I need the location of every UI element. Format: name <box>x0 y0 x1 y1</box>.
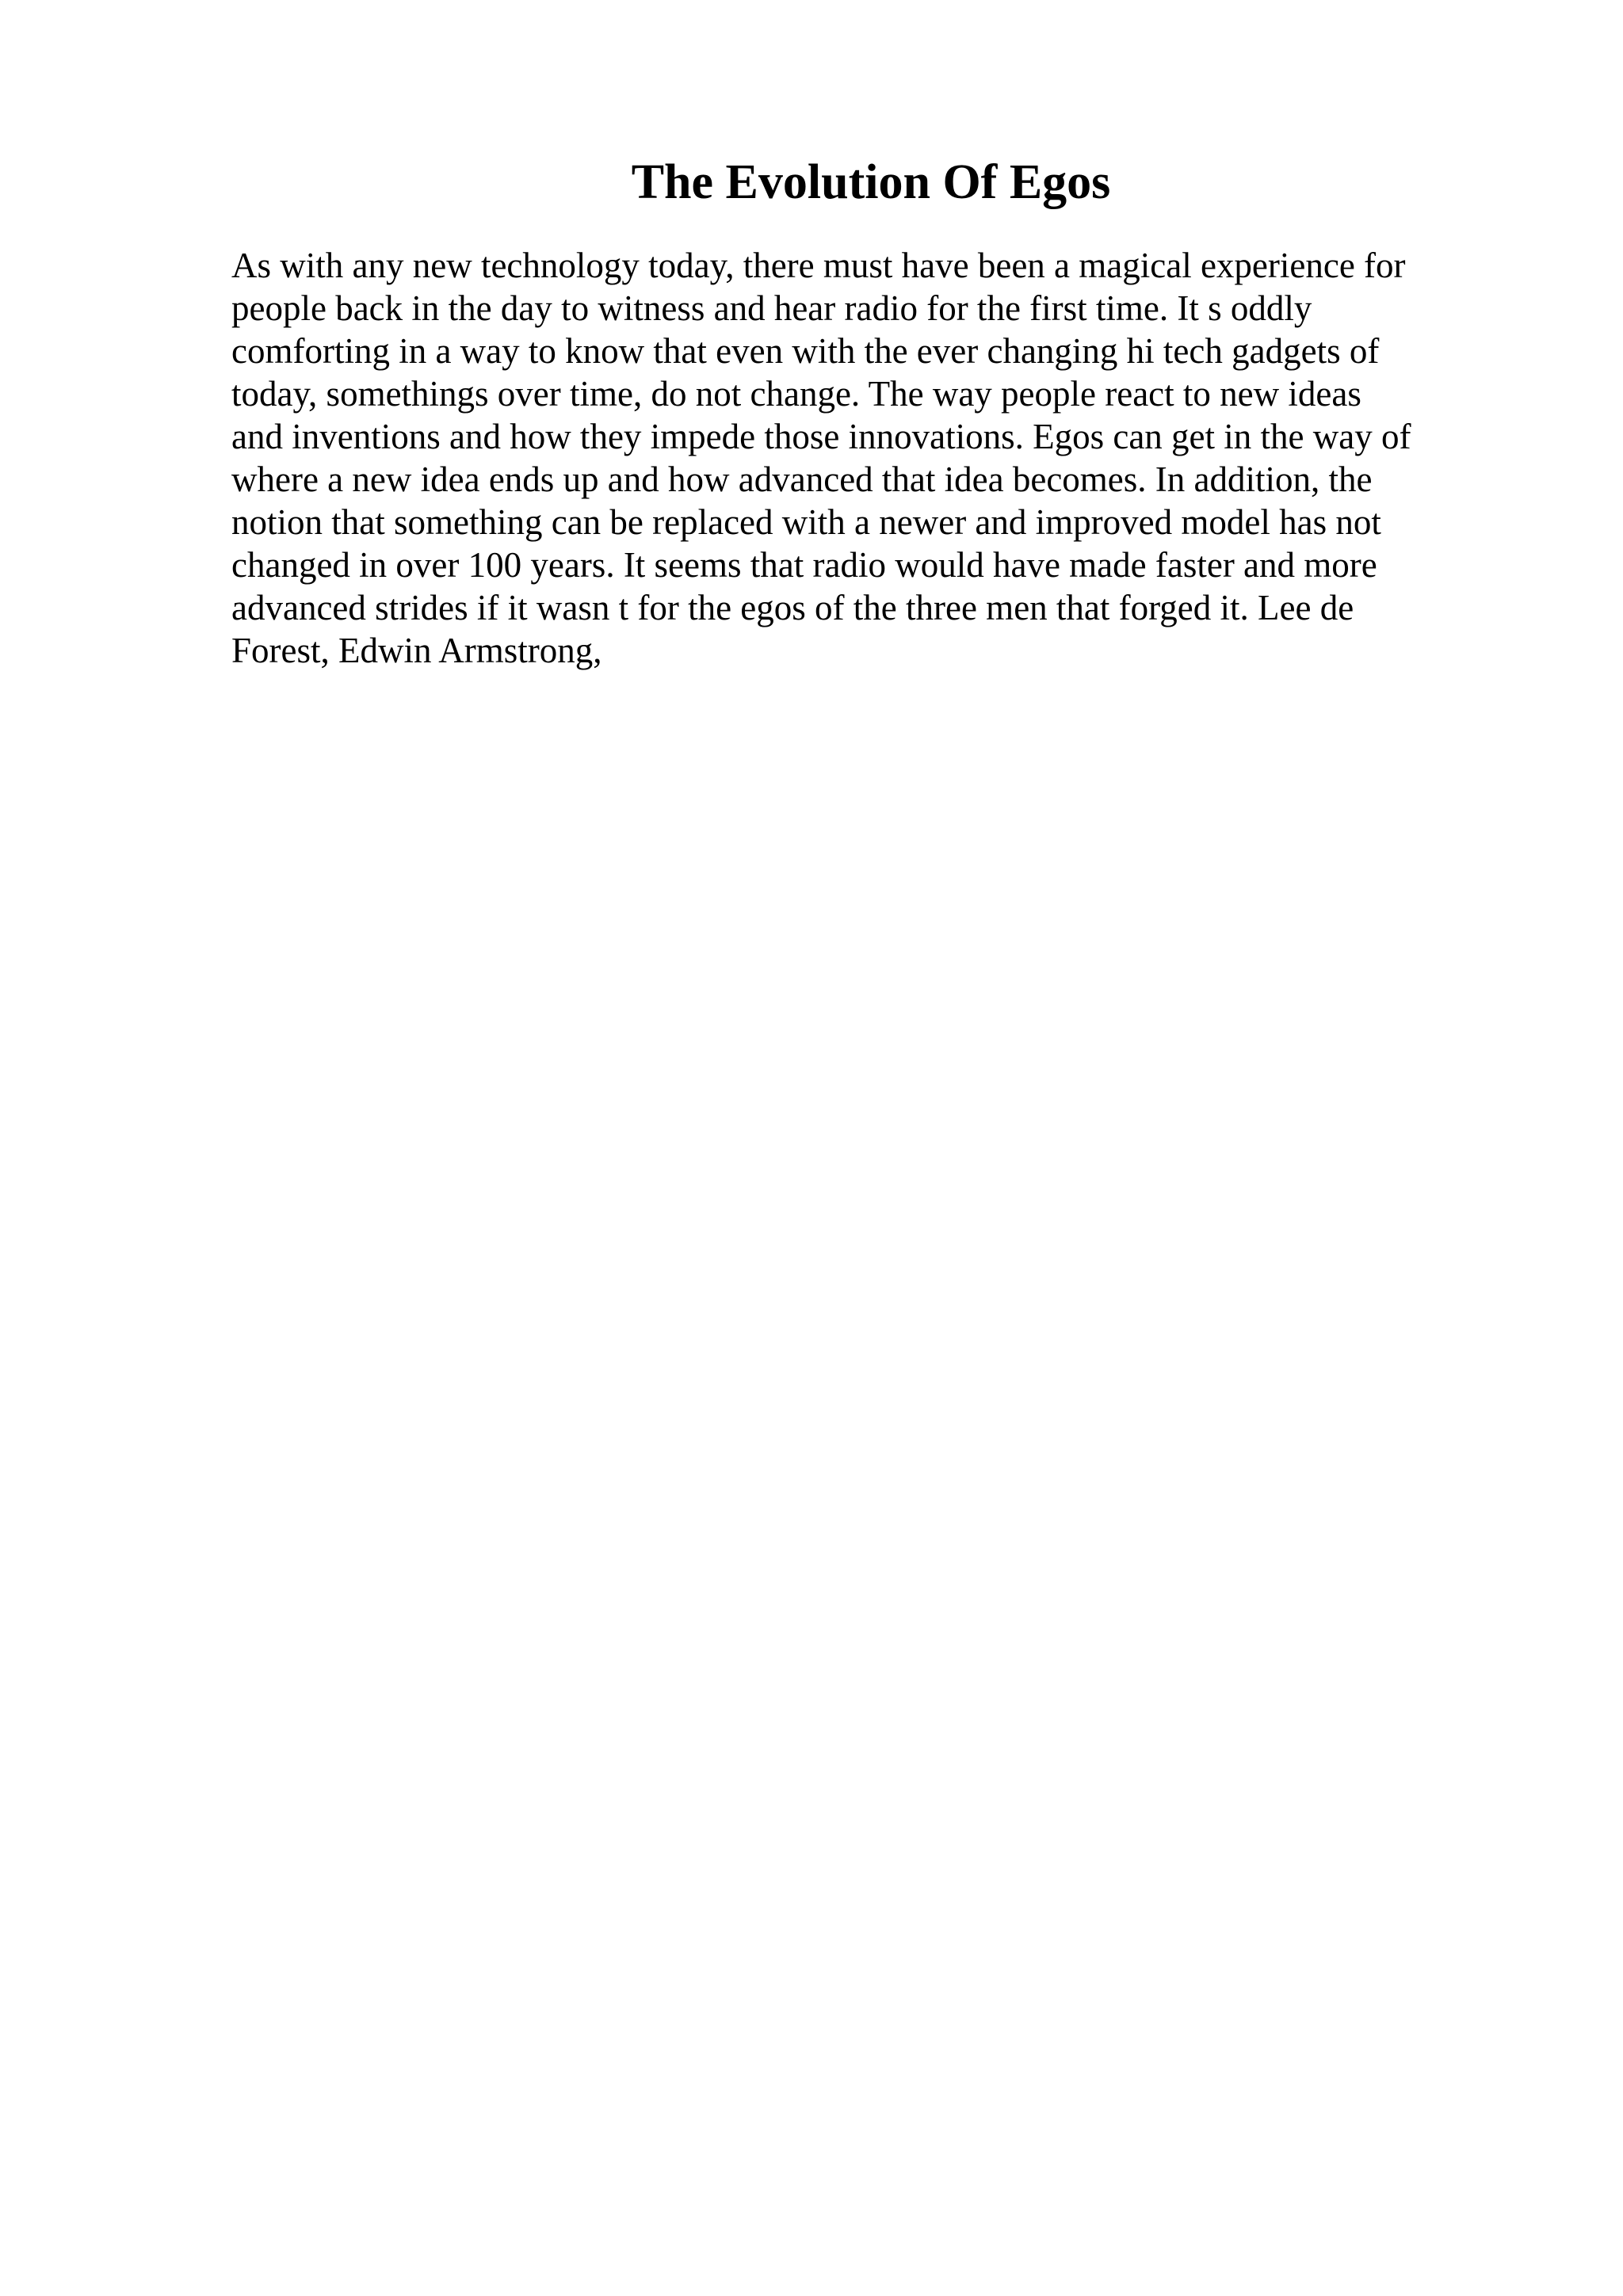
body-line: advanced strides if it wasn t for the egos of the three men that forged it. Lee de <box>231 588 1354 627</box>
body-line: comforting in a way to know that even with the ever changing hi tech gadgets of <box>231 331 1380 371</box>
body-line: where a new idea ends up and how advanced that idea becomes. In addition, the <box>231 460 1373 499</box>
body-line: today, somethings over time, do not change. The way people react to new ideas <box>231 374 1361 414</box>
body-line: and inventions and how they impede those innovations. Egos can get in the way of <box>231 417 1411 456</box>
body-line: changed in over 100 years. It seems that radio would have made faster and more <box>231 545 1377 585</box>
body-line: notion that something can be replaced with a newer and improved model has not <box>231 502 1381 542</box>
body-line: As with any new technology today, there must have been a magical experience for <box>231 246 1406 285</box>
body-line: people back in the day to witness and hear radio for the first time. It s oddly <box>231 288 1312 328</box>
body-line: Forest, Edwin Armstrong, <box>231 631 602 670</box>
document-body <box>231 244 1468 672</box>
document-title: The Evolution Of Egos <box>631 155 1111 209</box>
